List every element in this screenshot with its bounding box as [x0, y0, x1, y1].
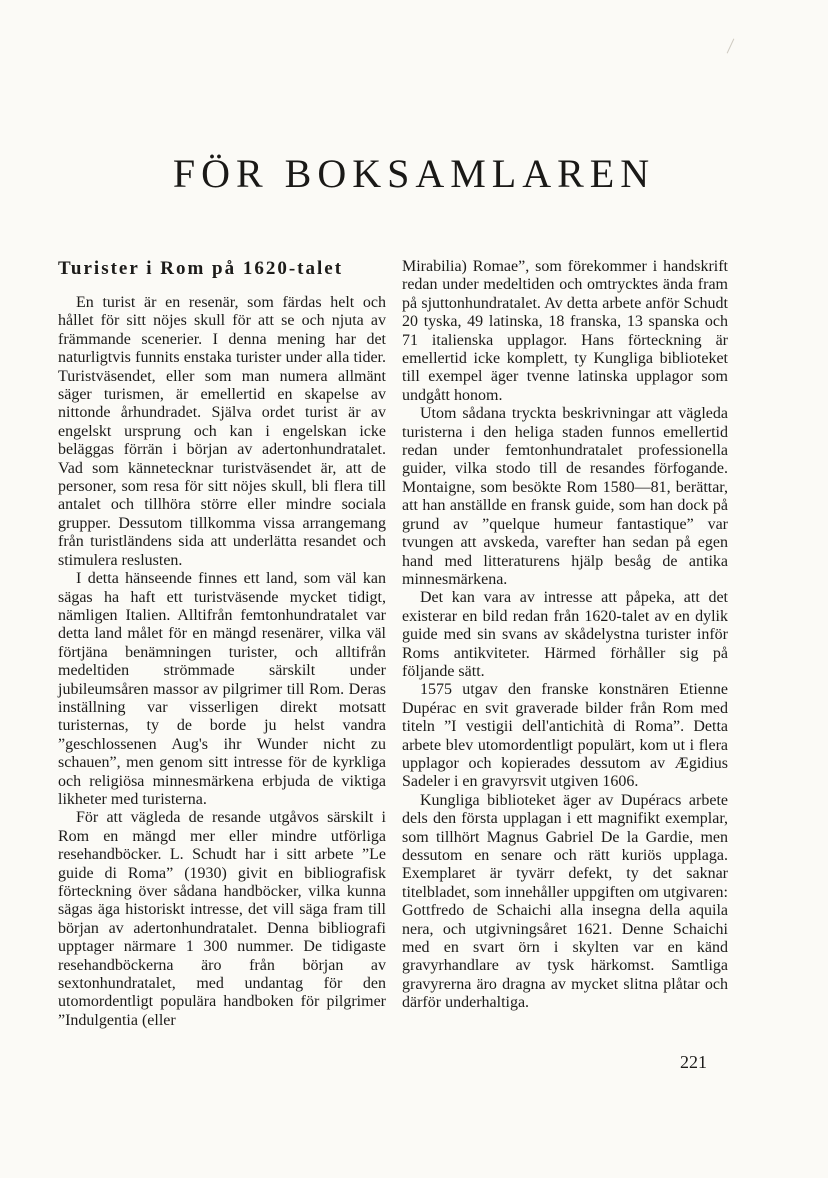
right-paragraph-1: Mirabilia) Romae”, som förekommer i handskrift redan under medeltiden och omtrycktes ända fram på sjuttonhundratalet. Av detta arbete anför Schudt 20 tyska, 49 latinska, 18 franska, 13 spanska och 71 italienska upplagor. Hans förteckning är emellertid icke komplett, ty Kungliga biblioteket till exempel äger tvenne latinska upplagor som undgått honom.: [402, 258, 728, 404]
section-heading: Turister i Rom på 1620-talet: [58, 258, 344, 279]
right-paragraph-4: 1575 utgav den franske konstnären Etienne Dupérac en svit graverade bilder från Rom med titeln ”I vestigii dell'antichità di Roma”. Detta arbete blev utomordentligt populärt, kom ut i flera upplagor och kopierades dessutom av Ægidius Sadeler i en gravyrsvit utgiven 1606.: [402, 681, 728, 791]
left-paragraph-3: För att vägleda de resande utgåvos särskilt i Rom en mängd mer eller mindre utförliga resehandböcker. L. Schudt har i sitt arbete ”Le guide di Roma” (1930) givit en bibliografisk förteckning över sådana handböcker, vilka kunna sägas äga historiskt intresse, det vill säga fram till början av adertonhundratalet. Denna bibliografi upptager närmare 1 300 nummer. De tidigaste resehandböckerna äro från början av sextonhundratalet, med undantag för den utomordentligt populära handboken för pilgrimer ”Indulgentia (eller: [58, 809, 386, 1029]
page-title: FÖR BOKSAMLAREN: [172, 151, 656, 196]
right-column: [402, 258, 728, 1013]
page-number: 221: [680, 1052, 707, 1072]
left-paragraph-2: I detta hänseende finnes ett land, som väl kan sägas ha haft ett turistväsende mycket tidigt, nämligen Italien. Alltifrån femtonhundratalet var detta land målet för en mängd resenärer, vilka väl förtjäna benämningen turister, och alltifrån medeltiden strömmade särskilt under jubileumsåren massor av pilgrimer till Rom. Deras inställning var visserligen direkt motsatt turisternas, ty de borde ju helst vandra ”geschlossenen Aug's ihr Wunder nicht zu schauen”, men genom sitt intresse för de kyrkliga och religiösa minnesmärkena erbjuda de viktiga likheter med turisterna.: [58, 570, 386, 808]
right-paragraph-3: Det kan vara av intresse att påpeka, att det existerar en bild redan från 1620-talet av en dylik guide med sin svans av skådelystna turister inför Roms antikviteter. Härmed förhåller sig på följande sätt.: [402, 589, 728, 680]
left-column: [58, 258, 386, 1030]
right-paragraph-5: Kungliga biblioteket äger av Dupéracs arbete dels den första upplagan i ett magnifikt exemplar, som tillhört Magnus Gabriel De la Gardie, men dessutom en senare och rätt kuriös upplaga. Exemplaret är tyvärr defekt, ty det saknar titelbladet, som innehåller uppgiften om utgivaren: Gottfredo de Schaichi alla insegna della aquila nera, och utgivningsåret 1621. Denne Schaichi med en svart örn i skylten var en känd gravyrhandlare av tysk härkomst. Samtliga gravyrerna äro dragna av mycket slitna plåtar och därför underhaltiga.: [402, 791, 728, 1012]
left-paragraph-1: En turist är en resenär, som färdas helt och hållet för sitt nöjes skull för att se och njuta av främmande scenerier. I denna mening har det naturligtvis funnits enstaka turister under alla tider. Turistväsendet, eller som man numera allmänt säger turismen, är emellertid en skapelse av nittonde århundradet. Själva ordet turist är av engelskt ursprung och kan i engelskan icke beläggas förrän i början av adertonhundratalet. Vad som kännetecknar turistväsendet är, att de personer, som resa för sitt nöjes skull, bli flera till antalet och tillhöra större eller mindre sociala grupper. Dessutom tillkomma vissa arrangemang från turistländens sida att underlätta resandet och stimulera reslusten.: [58, 294, 386, 569]
pencil-mark: [727, 39, 735, 54]
right-paragraph-2: Utom sådana tryckta beskrivningar att vägleda turisterna i den heliga staden funnos emellertid redan under femtonhundratalet professionella guider, vilka stodo till de resandes förfogande. Montaigne, som besökte Rom 1580—81, berättar, att han anställde en fransk guide, som han dock på grund av ”quelque humeur fantastique” var tvungen att avskeda, varefter han sedan på egen hand med litteraturens hjälp besåg de antika minnesmärkena.: [402, 405, 728, 588]
